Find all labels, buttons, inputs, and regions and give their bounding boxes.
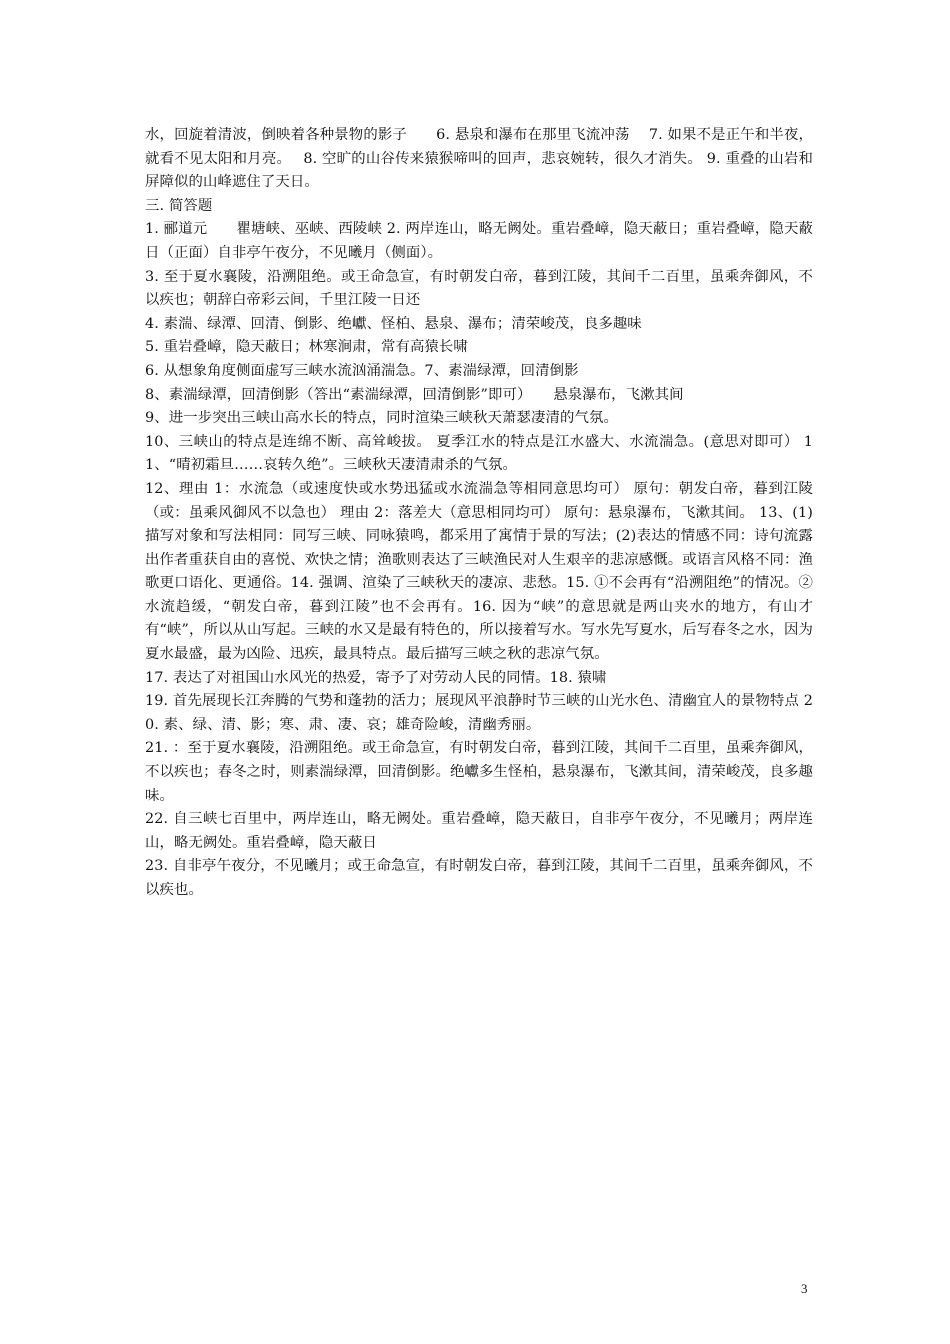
answer-paragraph-1-2: 1. 郦道元 瞿塘峡、巫峡、西陵峡 2. 两岸连山，略无阙处。重岩叠嶂，隐天蔽日；重岩叠嶂，隐天蔽日（正面）自非亭午夜分，不见曦月（侧面）。 bbox=[145, 221, 813, 261]
section-heading-short-answer: 三. 简答题 bbox=[145, 197, 213, 214]
answer-paragraph-12-16: 12、理由 1：水流急（或速度快或水势迅猛或水流湍急等相同意思均可） 原句：朝发白帝，暮到江陵（或：虽乘风御风不以急也） 理由 2：落差大（意思相同均可） 原句：悬泉瀑布，飞漱其间。 13、(1)描写对象和写法相同：同写三峡、同咏猿鸣，都采用了寓情于景的写法；(2)表达的情感不同：诗句流露出作者重获自由的喜悦、欢快之情；渔歌则表达了三峡渔民对人生艰辛的悲凉感慨。或语言风格不同：渔歌更口语化、更通俗。14. 强调、渲染了三峡秋天的凄凉、悲愁。15. ①不会再有“沿溯阻绝”的情况。②水流趋缓，“朝发白帝，暮到江陵”也不会再有。16. 因为“峡”的意思就是两山夹水的地方，有山才有“峡”，所以从山写起。三峡的水又是最有特色的，所以接着写水。写水先写夏水，后写春冬之水，因为夏水最盛，最为凶险、迅疾，最具特点。最后描写三峡之秋的悲凉气氛。 bbox=[145, 480, 813, 663]
answer-paragraph-19-20: 19. 首先展现长江奔腾的气势和蓬勃的活力；展现风平浪静时节三峡的山光水色、清幽宜人的景物特点 20. 素、绿、清、影；寒、肃、凄、哀；雄奇险峻，清幽秀丽。 bbox=[145, 693, 813, 733]
answer-paragraph-5: 5. 重岩叠嶂，隐天蔽日；林寒涧肃，常有高猿长啸 bbox=[145, 339, 468, 356]
answer-paragraph-5-9: 水，回旋着清波，倒映着各种景物的影子 6. 悬泉和瀑布在那里飞流冲荡 7. 如果不是正午和半夜，就看不见太阳和月亮。 8. 空旷的山谷传来猿猴啼叫的回声，悲哀婉转，很久才消失。 9. 重叠的山岩和屏障似的山峰遮住了天日。 bbox=[145, 127, 813, 191]
answer-paragraph-17-18: 17. 表达了对祖国山水风光的热爱，寄予了对劳动人民的同情。18. 猿啸 bbox=[145, 669, 607, 686]
answer-paragraph-22: 22. 自三峡七百里中，两岸连山，略无阙处。重岩叠嶂，隐天蔽日，自非亭午夜分，不见曦月；两岸连山，略无阙处。重岩叠嶂，隐天蔽日 bbox=[145, 811, 813, 851]
answer-paragraph-9: 9、进一步突出三峡山高水长的特点，同时渲染三峡秋天萧瑟凄清的气氛。 bbox=[145, 410, 618, 427]
answer-paragraph-10-11: 10、三峡山的特点是连绵不断、高耸峻拔。 夏季江水的特点是江水盛大、水流湍急。(意思对即可） 11、“晴初霜旦……哀转久绝”。三峡秋天凄清肃杀的气氛。 bbox=[145, 433, 813, 474]
answer-paragraph-8: 8、素湍绿潭，回清倒影（答出“素湍绿潭，回清倒影”即可） 悬泉瀑布，飞漱其间 bbox=[145, 386, 684, 403]
answer-paragraph-3: 3. 至于夏水襄陵，沿溯阻绝。或王命急宣，有时朝发白帝，暮到江陵，其间千二百里，虽乘奔御风，不以疾也；朝辞白帝彩云间，千里江陵一日还 bbox=[145, 268, 813, 309]
answer-paragraph-6-7: 6. 从想象角度侧面虚写三峡水流汹涌湍急。7、素湍绿潭，回清倒影 bbox=[145, 362, 579, 379]
answer-paragraph-23: 23. 自非亭午夜分，不见曦月；或王命急宣，有时朝发白帝，暮到江陵，其间千二百里，虽乘奔御风，不以疾也。 bbox=[145, 858, 813, 898]
answer-paragraph-4: 4. 素湍、绿潭、回清、倒影、绝巘、怪柏、悬泉、瀑布；清荣峻茂，良多趣味 bbox=[145, 315, 642, 332]
answer-paragraph-21: 21. ：至于夏水襄陵，沿溯阻绝。或王命急宣，有时朝发白帝，暮到江陵，其间千二百里，虽乘奔御风，不以疾也；春冬之时，则素湍绿潭，回清倒影。绝巘多生怪柏，悬泉瀑布，飞漱其间，清荣峻茂，良多趣味。 bbox=[145, 740, 813, 804]
page-number: 3 bbox=[801, 1281, 808, 1296]
document-body bbox=[145, 124, 813, 903]
